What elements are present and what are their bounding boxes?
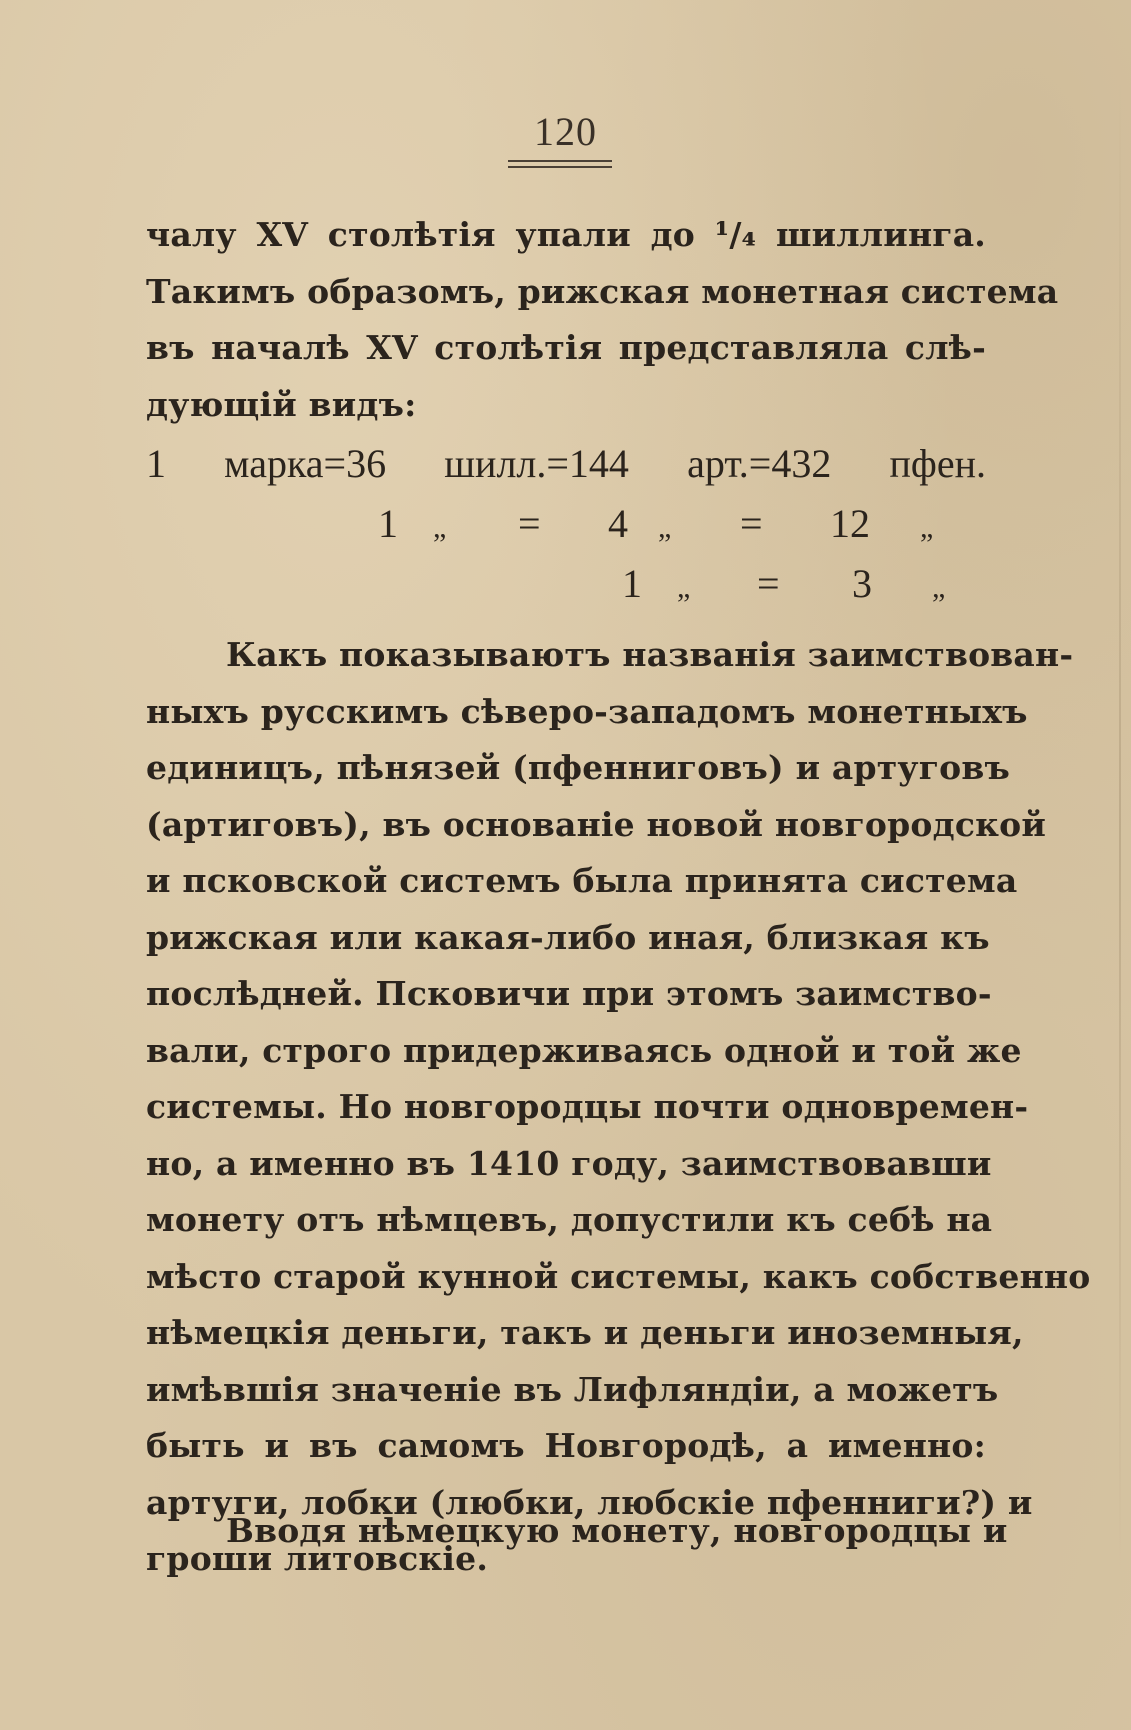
- text-line: ныхъ русскимъ сѣверо-западомъ монетныхъ: [146, 691, 1028, 731]
- text-line: артуги, лобки (любки, любскіе пфенниги?) и: [146, 1482, 1033, 1522]
- text-line: Такимъ образомъ, рижская монетная система: [146, 271, 1059, 311]
- text-line: мѣсто старой кунной системы, какъ собственно: [146, 1256, 1091, 1296]
- text-line: имѣвшія значеніе въ Лифляндіи, а можетъ: [146, 1369, 999, 1409]
- text-line: и псковской системъ была принята система: [146, 861, 1018, 900]
- currency-equation: [146, 440, 986, 620]
- text-line: системы. Но новгородцы почти одновремен-: [146, 1087, 1029, 1126]
- equation-row-2: [378, 500, 950, 547]
- text-line: послѣдней. Псковичи при этомъ заимство-: [146, 974, 992, 1013]
- paragraph-2: [146, 627, 1091, 1588]
- text-line: вали, строго придерживаясь одной и той же: [146, 1030, 1022, 1070]
- eq-cell: =: [518, 501, 541, 546]
- equation-row-1: 1 марка=36 шилл.=144 арт.=432 пфен.: [146, 441, 986, 486]
- text-line: дующій видъ:: [146, 384, 417, 424]
- text-line: нѣмецкія деньги, такъ и деньги иноземныя,: [146, 1313, 1024, 1352]
- paragraph-3: [146, 1503, 1008, 1560]
- text-line: но, а именно въ 1410 году, заимствовавши: [146, 1143, 992, 1183]
- text-line: монету отъ нѣмцевъ, допустили къ себѣ на: [146, 1200, 993, 1239]
- text-line: гроши литовскіе.: [146, 1539, 489, 1578]
- ditto-mark: „: [677, 571, 691, 604]
- ditto-mark: „: [433, 511, 447, 544]
- eq-cell: =: [740, 501, 763, 546]
- header-rule-bottom: [508, 166, 612, 168]
- eq-cell: 4: [608, 501, 628, 546]
- header-rule-top: [508, 160, 612, 162]
- text-line: Какъ показываютъ названія заимствован-: [226, 635, 1074, 674]
- eq-cell: 1: [378, 501, 398, 546]
- ditto-mark: „: [658, 511, 672, 544]
- page-edge-shadow: [1119, 80, 1121, 1580]
- eq-cell: 3: [852, 561, 872, 606]
- text-line: въ началѣ XV столѣтія представляла слѣ-: [146, 328, 986, 367]
- ditto-mark: „: [932, 571, 946, 604]
- eq-cell: =: [757, 561, 780, 606]
- ditto-mark: „: [920, 511, 934, 544]
- text-line: рижская или какая-либо иная, близкая къ: [146, 917, 990, 957]
- text-line: единицъ, пѣнязей (пфенниговъ) и артуговъ: [146, 748, 1011, 787]
- text-line: чалу XV столѣтія упали до ¹/₄ шиллинга.: [146, 215, 986, 254]
- equation-row-3: [622, 560, 962, 607]
- page-number: 120: [534, 109, 597, 154]
- eq-cell: 1: [622, 561, 642, 606]
- text-line: (артиговъ), въ основаніе новой новгородской: [146, 804, 1047, 844]
- eq-cell: 12: [830, 501, 870, 546]
- paragraph-1: [146, 207, 1059, 433]
- text-line: Вводя нѣмецкую монету, новгородцы и: [226, 1511, 1008, 1550]
- text-line: быть и въ самомъ Новгородѣ, а именно:: [146, 1426, 986, 1465]
